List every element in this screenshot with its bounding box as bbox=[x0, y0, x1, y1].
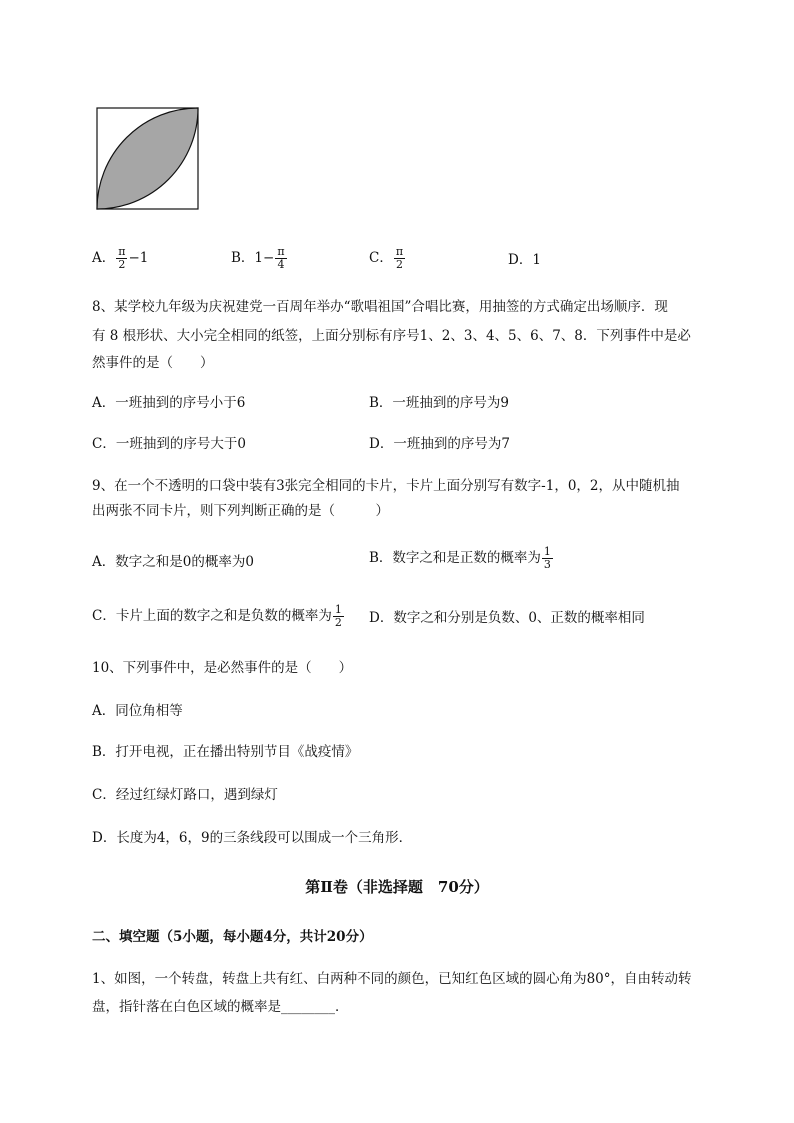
q9-option-a: A．数字之和是0的概率为0 bbox=[92, 554, 254, 570]
fraction bbox=[116, 246, 127, 271]
option-suffix: −1 bbox=[128, 250, 149, 266]
q8-stem-line-1: 8、某学校九年级为庆祝建党一百周年举办“歌唱祖国”合唱比赛，用抽签的方式确定出场顺序．现 bbox=[92, 299, 668, 315]
q9-option-d: D．数字之和分别是负数、0、正数的概率相同 bbox=[369, 610, 645, 626]
q9-option-b-text: B．数字之和是正数的概率为 bbox=[369, 550, 541, 566]
q8-option-b: B．一班抽到的序号为9 bbox=[369, 395, 510, 411]
q10-option-d: D．长度为4，6，9的三条线段可以围成一个三角形． bbox=[92, 830, 413, 846]
fill-q1-line-1: 1、如图，一个转盘，转盘上共有红、白两种不同的颜色，已知红色区域的圆心角为80°，自由转动转 bbox=[92, 971, 692, 987]
q8-option-a: A．一班抽到的序号小于6 bbox=[92, 395, 246, 411]
option-letter: C． bbox=[369, 250, 393, 266]
fill-q1-line-2: 盘，指针落在白色区域的概率是________． bbox=[92, 999, 349, 1015]
fraction-denominator: 3 bbox=[543, 558, 551, 571]
fraction-denominator: 2 bbox=[334, 616, 342, 629]
fraction-numerator: π bbox=[395, 245, 404, 258]
q7-option-d bbox=[508, 248, 541, 268]
fraction-numerator: 1 bbox=[334, 603, 342, 616]
q8-option-d: D．一班抽到的序号为7 bbox=[369, 436, 510, 452]
q7-option-b bbox=[231, 246, 288, 271]
q9-option-c-text: C．卡片上面的数字之和是负数的概率为 bbox=[92, 608, 332, 624]
q9-option-b bbox=[369, 546, 554, 571]
q10-option-b: B．打开电视，正在播出特别节目《战疫情》 bbox=[92, 744, 359, 760]
fraction-numerator: π bbox=[118, 245, 126, 258]
q9-option-c bbox=[92, 604, 345, 629]
q9-stem-line-2: 出两张不同卡片，则下列判断正确的是（ ） bbox=[92, 503, 389, 519]
option-letter: D． bbox=[508, 252, 533, 268]
option-letter: A． bbox=[92, 250, 116, 266]
fraction bbox=[333, 604, 344, 629]
section-title: 第Ⅱ卷（非选择题 70分） bbox=[305, 878, 489, 896]
option-prefix: 1 bbox=[532, 252, 541, 268]
fraction-denominator: 2 bbox=[395, 258, 403, 271]
option-letter: B． bbox=[231, 250, 255, 266]
fraction-numerator: 1 bbox=[543, 545, 551, 558]
q8-option-c: C．一班抽到的序号大于0 bbox=[92, 436, 246, 452]
fraction bbox=[275, 246, 286, 271]
fraction bbox=[542, 546, 553, 571]
fraction-denominator: 2 bbox=[118, 258, 126, 271]
fraction-denominator: 4 bbox=[277, 258, 285, 271]
q9-stem-line-1: 9、在一个不透明的口袋中装有3张完全相同的卡片，卡片上面分别写有数字-1，0，2，从中随机抽 bbox=[92, 478, 680, 494]
q10-option-c: C．经过红绿灯路口，遇到绿灯 bbox=[92, 787, 278, 803]
q8-stem-line-2: 有 8 根形状、大小完全相同的纸签，上面分别标有序号1、2、3、4、5、6、7、8．下列事件中是必 bbox=[92, 328, 691, 344]
q10-stem: 10、下列事件中，是必然事件的是（ ） bbox=[92, 660, 353, 676]
section-heading: 二、填空题（5小题，每小题4分，共计20分） bbox=[92, 929, 373, 945]
q7-option-c bbox=[369, 246, 406, 271]
q8-stem-line-3: 然事件的是（ ） bbox=[92, 355, 214, 371]
fraction bbox=[394, 246, 405, 271]
q10-option-a: A．同位角相等 bbox=[92, 703, 183, 719]
option-prefix: 1− bbox=[254, 250, 275, 266]
square-lens-figure bbox=[96, 107, 200, 211]
q7-option-a bbox=[92, 246, 148, 271]
fraction-numerator: π bbox=[277, 245, 285, 258]
